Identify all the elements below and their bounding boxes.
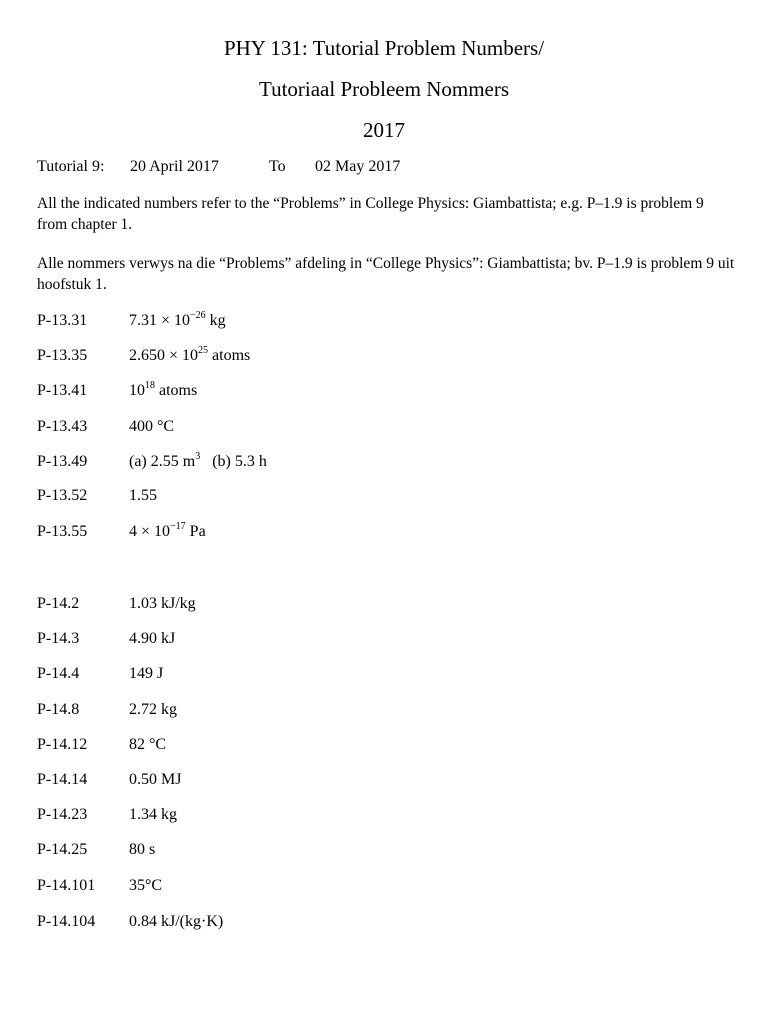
problem-number: P-13.55 [37, 523, 88, 540]
answer-unit: Pa [185, 523, 206, 540]
answer-value: 4 × 10 [129, 523, 171, 540]
problem-answer [129, 311, 226, 331]
answer-value: 80 s [129, 841, 156, 858]
problem-number: P-14.25 [37, 841, 88, 858]
answer-exponent: −26 [190, 310, 206, 321]
answer-exponent: 18 [145, 380, 155, 391]
problem-number: P-13.35 [37, 347, 88, 364]
problem-number: P-14.4 [37, 665, 80, 682]
tutorial-from-date: 20 April 2017 [130, 158, 219, 175]
problem-answer [129, 629, 175, 649]
answer-value: 4.90 kJ [129, 630, 176, 647]
answer-unit: (b) 5.3 h [200, 453, 267, 470]
problem-answer [129, 486, 157, 506]
answer-value: 0.84 kJ/(kg·K) [129, 913, 224, 930]
tutorial-to-label: To [269, 158, 286, 175]
problem-answer [129, 522, 206, 542]
problem-answer [129, 840, 155, 860]
answer-value: 0.50 MJ [129, 771, 182, 788]
tutorial-to-date: 02 May 2017 [315, 158, 401, 175]
problem-number: P-14.8 [37, 701, 80, 718]
problem-number: P-14.104 [37, 913, 96, 930]
problem-number: P-13.52 [37, 487, 88, 504]
problem-number: P-14.101 [37, 877, 96, 894]
document-title: PHY 131: Tutorial Problem Numbers/ [223, 36, 545, 60]
problem-answer [129, 346, 250, 366]
english-note: All the indicated numbers refer to the “Problems” in College Physics: Giambattista; e.g. P–1.9 is problem 9 from chapter 1. [37, 195, 704, 233]
problem-answer [129, 876, 162, 896]
answer-exponent: 3 [195, 451, 201, 462]
problem-number: P-13.49 [37, 453, 88, 470]
answer-exponent: 25 [198, 345, 209, 356]
problem-answer [129, 805, 177, 825]
problem-answer [129, 417, 174, 437]
document-subtitle: Tutoriaal Probleem Nommers [258, 77, 510, 101]
answer-value: 1.55 [129, 487, 157, 504]
tutorial-label: Tutorial 9: [37, 158, 105, 175]
problem-answer [129, 381, 197, 401]
answer-value: 149 J [129, 665, 164, 682]
afrikaans-note: Alle nommers verwys na die “Problems” afdeling in “College Physics”: Giambattista; bv. P–1.9 is problem 9 uit hoofstuk 1. [37, 255, 735, 293]
document-year: 2017 [363, 118, 405, 142]
answer-value: 400 °C [129, 418, 175, 435]
problem-answer [129, 912, 223, 932]
problem-answer [129, 452, 267, 472]
problem-number: P-13.31 [37, 312, 88, 329]
problem-number: P-14.12 [37, 736, 88, 753]
problem-number: P-13.43 [37, 418, 88, 435]
answer-unit: atoms [208, 347, 251, 364]
answer-value: 2.72 kg [129, 701, 177, 718]
answer-value: 1.03 kJ/kg [129, 595, 196, 612]
answer-value: 7.31 × 10 [129, 312, 191, 329]
problem-number: P-14.2 [37, 595, 80, 612]
answer-value: 1.34 kg [129, 806, 177, 823]
answer-unit: kg [205, 312, 226, 329]
answer-value: (a) 2.55 m [129, 453, 196, 470]
answer-exponent: −17 [170, 521, 186, 532]
answer-value: 2.650 × 10 [129, 347, 199, 364]
problem-answer [129, 770, 181, 790]
problem-number: P-14.3 [37, 630, 80, 647]
answer-value: 10 [129, 382, 145, 399]
answer-value: 82 °C [129, 736, 167, 753]
answer-list [37, 0, 637, 1024]
problem-number: P-13.41 [37, 382, 88, 399]
answer-value: 35°C [129, 877, 163, 894]
problem-number: P-14.14 [37, 771, 88, 788]
problem-answer [129, 594, 196, 614]
problem-answer [129, 700, 177, 720]
problem-answer [129, 664, 163, 684]
problem-number: P-14.23 [37, 806, 88, 823]
problem-answer [129, 735, 166, 755]
answer-unit: atoms [155, 382, 198, 399]
